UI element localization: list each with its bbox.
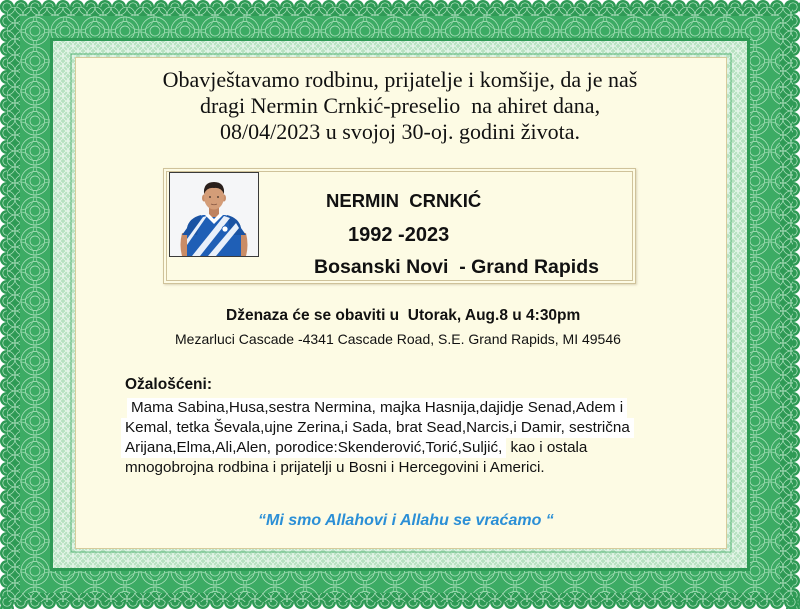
- deceased-years: 1992 -2023: [348, 224, 450, 246]
- announcement: [100, 67, 700, 145]
- deceased-photo: [169, 172, 259, 257]
- announcement-line: dragi Nermin Crnkić-preselio na ahiret dana,: [199, 93, 601, 118]
- closing-quote: “Mi smo Allahovi i Allahu se vraćamo “: [258, 512, 554, 529]
- mourners-line: [121, 458, 634, 478]
- mourners-text-highlighted: Kemal, tetka Ševala,ujne Zerina,i Sada, brat Sead,Narcis,i Damir, sestrična: [121, 418, 634, 438]
- mourners-line: [127, 398, 634, 418]
- mourners-text: kao i ostala: [506, 439, 588, 456]
- photo-right-eye: [217, 196, 219, 198]
- announcement-line: Obavještavamo rodbinu, prijatelje i komšije, da je naš: [162, 67, 638, 92]
- portrait-illustration: [170, 173, 258, 256]
- mourners-text-highlighted: Mama Sabina,Husa,sestra Nermina, majka Hasnija,dajidje Senad,Adem i: [127, 398, 627, 418]
- mourners-text: mnogobrojna rodbina i prijatelji u Bosni i Hercegovini i Americi.: [125, 459, 545, 476]
- deceased-name: NERMIN CRNKIĆ: [326, 190, 482, 211]
- photo-shirt-badge: [222, 226, 228, 232]
- mourners-text-highlighted: Arijana,Elma,Ali,Alen, porodice:Skenderović,Torić,Suljić,: [121, 438, 506, 458]
- mourners-line: [121, 418, 634, 438]
- mourners-list: [121, 398, 634, 478]
- funeral-time: Dženaza će se obaviti u Utorak, Aug.8 u 4:30pm: [226, 307, 581, 324]
- deceased-places: Bosanski Novi - Grand Rapids: [314, 256, 599, 278]
- announcement-line: 08/04/2023 u svojoj 30-oj. godini života.: [220, 119, 580, 144]
- funeral-location: Mezarluci Cascade -4341 Cascade Road, S.E. Grand Rapids, MI 49546: [175, 331, 621, 347]
- mourners-line: [121, 438, 634, 458]
- photo-left-eye: [209, 196, 211, 198]
- mourners-heading: Ožalošćeni:: [125, 376, 212, 393]
